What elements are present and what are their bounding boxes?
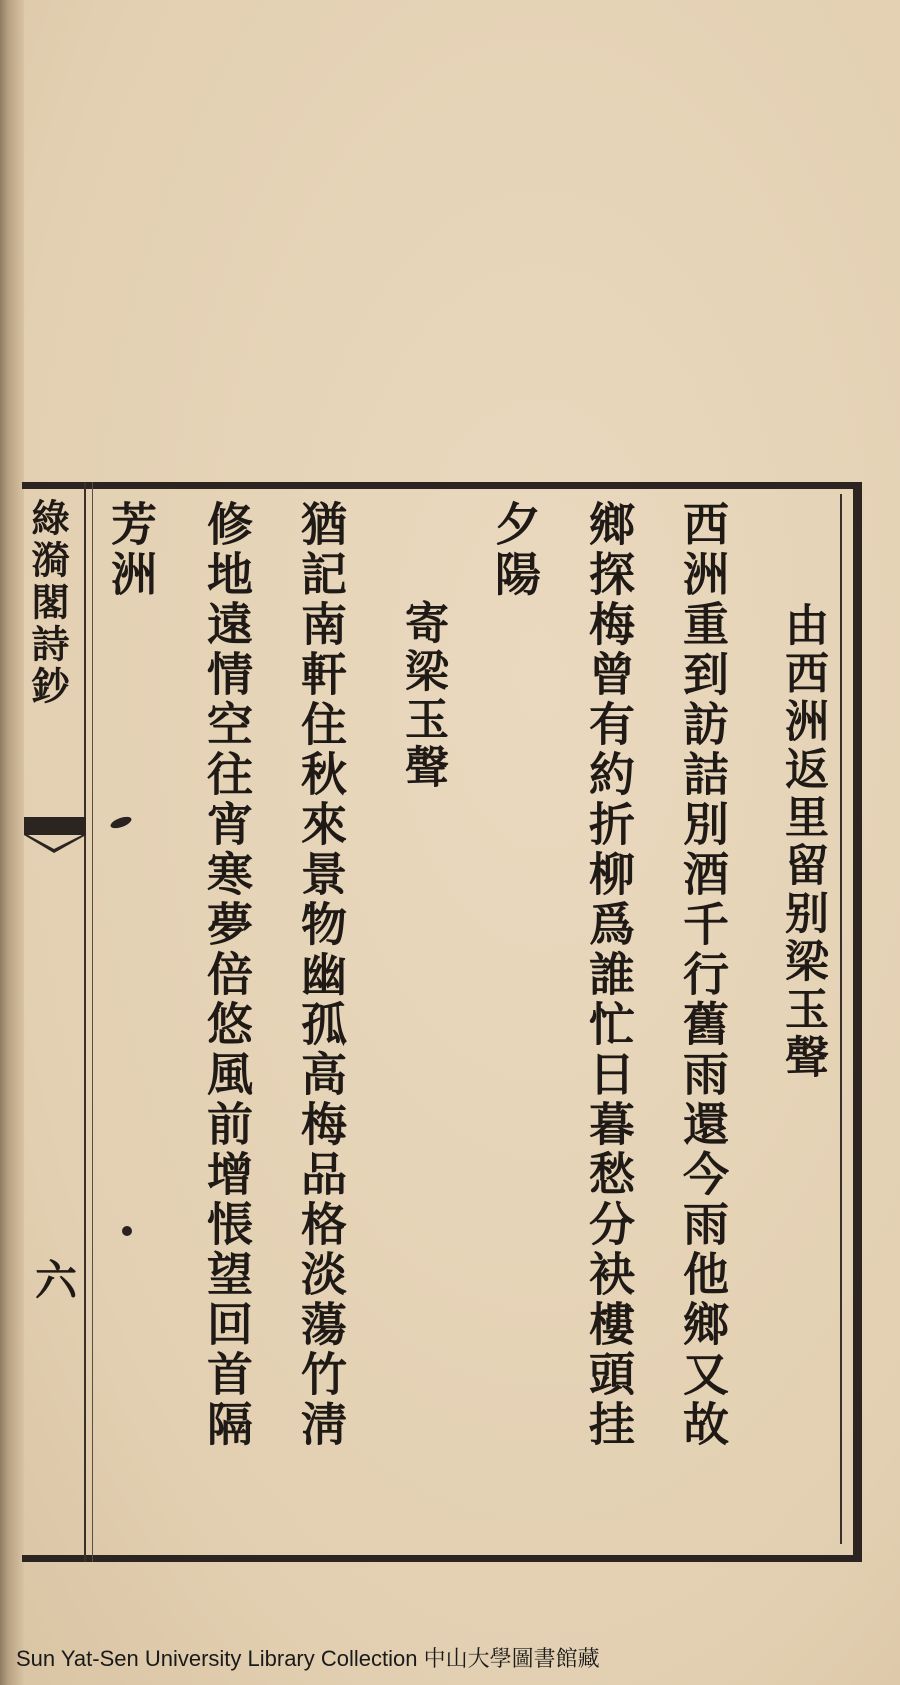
frame-border-top xyxy=(22,482,862,489)
page-number: 六 xyxy=(29,1258,78,1304)
poem-line-1: 西洲重到訪詰別酒千行舊雨還今雨他鄉又故 xyxy=(676,500,730,1450)
poem-line-4: 猶記南軒住秋來景物幽孤高梅品格淡蕩竹淸 xyxy=(294,500,348,1450)
margin-rule-thin xyxy=(92,482,93,1562)
poem-line-2: 鄉探梅曾有約折柳爲誰忙日暮愁分袂樓頭挂 xyxy=(582,500,636,1450)
frame-inner-rule xyxy=(840,494,842,1544)
poem-line-3: 夕陽 xyxy=(488,500,542,600)
book-spine xyxy=(0,0,24,1685)
ink-dot xyxy=(122,1226,132,1236)
frame-border-right xyxy=(853,482,862,1562)
fish-tail-mark xyxy=(24,817,86,867)
collection-caption: Sun Yat-Sen University Library Collection 中山大學圖書館藏 xyxy=(16,1646,600,1671)
poem-line-6: 芳洲 xyxy=(104,500,158,600)
poem-title-2: 寄梁玉聲 xyxy=(397,600,448,792)
poem-title-1: 由西洲返里留别梁玉聲 xyxy=(777,602,828,1082)
margin-rule xyxy=(84,482,86,1562)
poem-line-5: 修地遠情空往宵寒夢倍悠風前增悵望回首隔 xyxy=(200,500,254,1450)
book-title-margin: 綠漪閣詩鈔 xyxy=(25,498,70,708)
frame-border-bottom xyxy=(22,1555,862,1562)
